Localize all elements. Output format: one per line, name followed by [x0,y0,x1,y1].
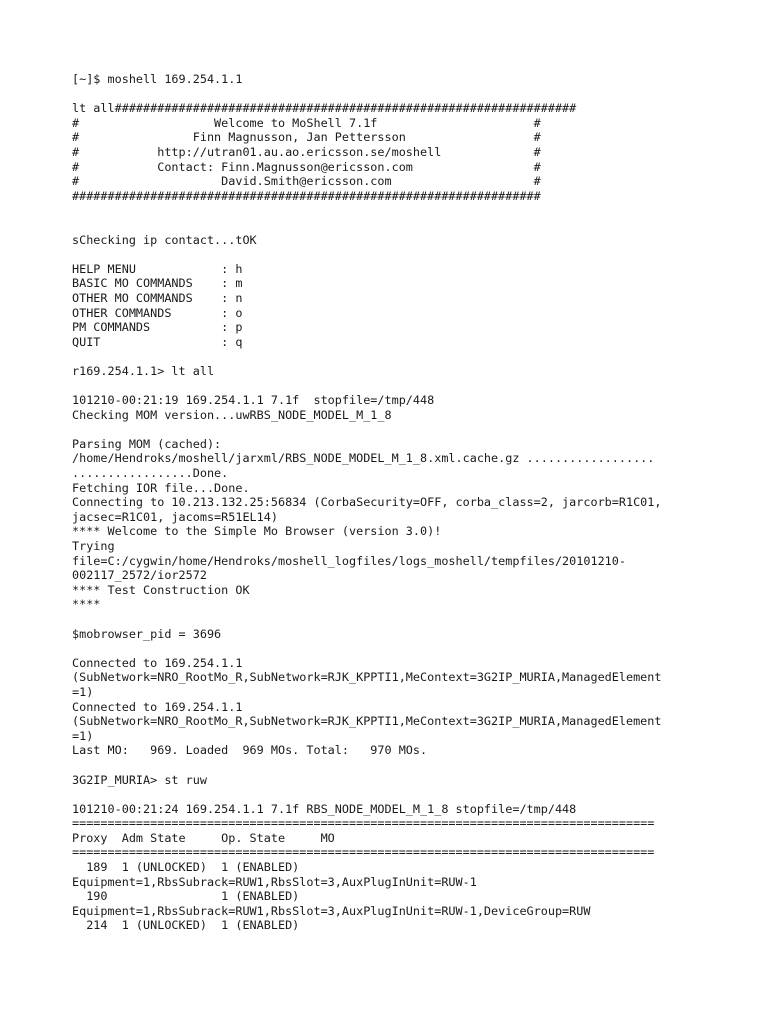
terminal-line: =1) [72,684,94,699]
terminal-line: # David.Smith@ericsson.com # [72,174,541,189]
terminal-line: ================================================================================== [72,845,655,860]
terminal-line: OTHER COMMANDS : o [72,305,243,320]
terminal-line: $mobrowser_pid = 3696 [72,626,222,641]
terminal-line: # http://utran01.au.ao.ericsson.se/moshell # [72,144,541,159]
terminal-line: QUIT : q [72,334,243,349]
terminal-line [72,422,762,437]
terminal-line [72,378,762,393]
terminal-line: [~]$ moshell 169.254.1.1 [72,72,243,86]
terminal-line: # Contact: Finn.Magnusson@ericsson.com # [72,159,541,174]
terminal-line: 214 1 (UNLOCKED) 1 (ENABLED) [72,918,300,933]
terminal-line [72,247,762,262]
terminal-line: PM COMMANDS : p [72,320,243,335]
terminal-line [72,203,762,218]
terminal-line: /home/Hendroks/moshell/jarxml/RBS_NODE_MODEL_M_1_8.xml.cache.gz .................. [72,451,655,466]
terminal-line: 3G2IP_MURIA> st ruw [72,772,207,787]
terminal-line: 189 1 (UNLOCKED) 1 (ENABLED) [72,860,300,875]
terminal-line: ################################################################## [72,188,541,203]
terminal-line [72,87,762,102]
terminal-line [72,787,762,802]
terminal-line: lt all################################################################# [72,101,577,116]
terminal-line: Equipment=1,RbsSubrack=RUW1,RbsSlot=3,AuxPlugInUnit=RUW-1,DeviceGroup=RUW [72,903,591,918]
terminal-line [72,612,762,627]
terminal-line: Parsing MOM (cached): [72,436,222,451]
terminal-line: **** Test Construction OK [72,582,250,597]
terminal-line [72,758,762,773]
terminal-line [72,218,762,233]
terminal-line: **** [72,597,101,612]
terminal-line: Fetching IOR file...Done. [72,480,250,495]
terminal-line: =1) [72,728,94,743]
terminal-line: Checking MOM version...uwRBS_NODE_MODEL_M_1_8 [72,407,392,422]
terminal-line: BASIC MO COMMANDS : m [72,276,243,291]
terminal-line: 190 1 (ENABLED) [72,889,300,904]
terminal-line: Trying [72,539,115,553]
terminal-line: .................Done. [72,466,229,481]
terminal-line: HELP MENU : h [72,261,243,276]
terminal-line: # Finn Magnusson, Jan Pettersson # [72,130,541,145]
terminal-line: 002117_2572/ior2572 [72,568,207,583]
terminal-line: jacsec=R1C01, jacoms=R51EL14) [72,509,278,524]
terminal-line: Connected to 169.254.1.1 [72,699,243,714]
terminal-line [72,349,762,364]
terminal-line: # Welcome to MoShell 7.1f # [72,115,541,130]
terminal-line: file=C:/cygwin/home/Hendroks/moshell_logfiles/logs_moshell/tempfiles/20101210- [72,553,626,568]
terminal-line: (SubNetwork=NRO_RootMo_R,SubNetwork=RJK_KPPTI1,MeContext=3G2IP_MURIA,ManagedElement [72,670,662,685]
terminal-line: (SubNetwork=NRO_RootMo_R,SubNetwork=RJK_KPPTI1,MeContext=3G2IP_MURIA,ManagedElement [72,714,662,729]
terminal-output[interactable] [72,72,762,933]
terminal-line: **** Welcome to the Simple Mo Browser (version 3.0)! [72,524,442,539]
terminal-line: Equipment=1,RbsSubrack=RUW1,RbsSlot=3,AuxPlugInUnit=RUW-1 [72,874,477,889]
terminal-line: OTHER MO COMMANDS : n [72,290,243,305]
terminal-line: Connected to 169.254.1.1 [72,655,243,670]
terminal-line: sChecking ip contact...tOK [72,232,257,247]
terminal-line: Proxy Adm State Op. State MO [72,830,335,845]
terminal-line: Last MO: 969. Loaded 969 MOs. Total: 970 MOs. [72,743,428,758]
terminal-line: r169.254.1.1> lt all [72,363,215,378]
terminal-line: 101210-00:21:24 169.254.1.1 7.1f RBS_NODE_MODEL_M_1_8 stopfile=/tmp/448 [72,801,577,816]
terminal-line: ================================================================================== [72,816,655,831]
terminal-line: 101210-00:21:19 169.254.1.1 7.1f stopfile=/tmp/448 [72,393,435,408]
terminal-line [72,641,762,656]
terminal-line: Connecting to 10.213.132.25:56834 (CorbaSecurity=OFF, corba_class=2, jarcorb=R1C01, [72,495,662,510]
